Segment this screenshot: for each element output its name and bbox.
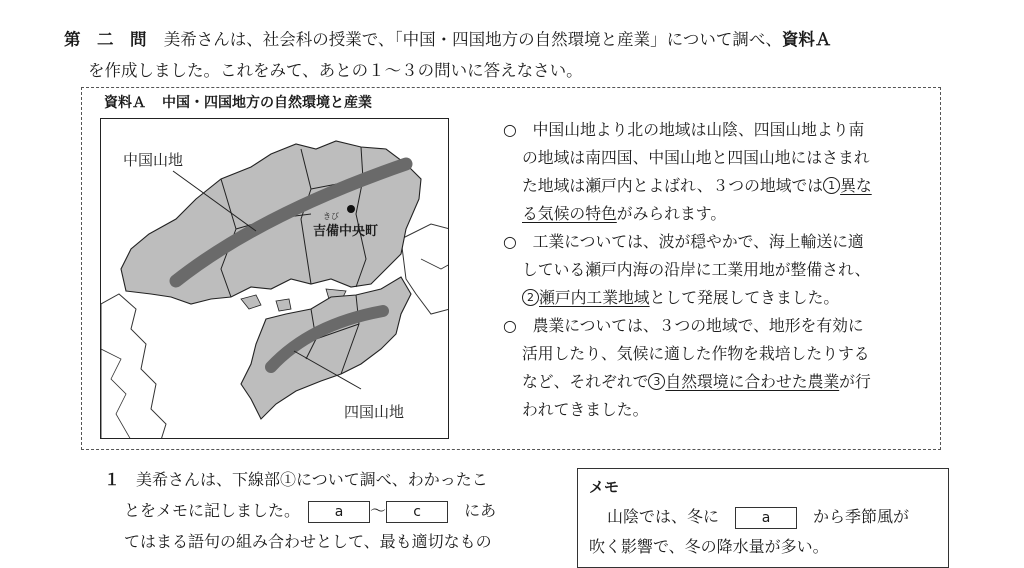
bullet-text: 活用したり、気候に適した作物を栽培したりする <box>522 344 870 363</box>
bullet-industry <box>503 228 870 312</box>
island <box>241 295 261 309</box>
underline-3 <box>648 372 839 391</box>
circle-number-2: 2 <box>522 289 539 306</box>
bullet-mark: ○ <box>503 316 517 335</box>
question-intro-line1 <box>64 24 831 55</box>
bullet-text: 工業については、波が穏やかで、海上輸送に適 <box>532 232 864 251</box>
bullet-text: がみられます。 <box>616 204 727 223</box>
map-label-town: 吉備中央町 <box>313 224 379 239</box>
island <box>276 299 291 311</box>
underlined-text: 瀬戸内工業地域 <box>539 288 650 307</box>
map-label-shikoku: 四国山地 <box>344 403 405 421</box>
circle-number-1: 1 <box>823 177 840 194</box>
town-furigana: きび <box>323 212 339 221</box>
bullet-text: た地域は瀬戸内とよばれ、３つの地域では <box>522 176 824 195</box>
underlined-text: 異な <box>840 176 872 195</box>
bullet-mark: ○ <box>503 120 517 139</box>
material-label: 資料Ａ <box>104 95 146 111</box>
memo-text: 吹く影響で、冬の降水量が多い。 <box>589 537 829 556</box>
blank-a: a <box>308 501 370 523</box>
kyushu-land <box>101 294 166 439</box>
underline-2 <box>522 288 650 307</box>
bullet-text: われてきました。 <box>522 400 649 419</box>
sub-question-text: 美希さんは、下線部①について調べ、わかったこ <box>136 470 488 489</box>
material-title <box>104 92 372 112</box>
bullet-climate <box>503 116 872 228</box>
material-ref: 資料Ａ <box>781 30 832 49</box>
circle-number-3: 3 <box>648 373 665 390</box>
bullet-text: の地域は南四国、中国山地と四国山地にはさまれ <box>522 148 870 167</box>
bullet-agriculture <box>503 312 871 424</box>
town-marker-dot <box>347 205 355 213</box>
sub-question-number: １ <box>104 470 121 489</box>
sub-question-1 <box>104 464 496 557</box>
memo-title: メモ <box>589 478 620 496</box>
question-intro-text: 美希さんは、社会科の授業で、「中国・四国地方の自然環境と産業」について調べ、 <box>163 30 782 49</box>
material-heading: 中国・四国地方の自然環境と産業 <box>162 95 372 111</box>
tilde: ～ <box>370 501 387 520</box>
question-number: 第 二 問 <box>64 30 147 49</box>
underlined-text: る気候の特色 <box>522 204 617 223</box>
bullet-mark: ○ <box>503 232 517 251</box>
sub-question-text: とをメモに記しました。 <box>124 501 293 520</box>
bullet-text: として発展してきました。 <box>649 288 840 307</box>
memo-blank-a: a <box>735 507 797 529</box>
memo-text: 山陰では、冬に <box>607 507 720 526</box>
bullet-text: している瀬戸内海の沿岸に工業用地が整備され、 <box>522 260 871 279</box>
shikoku-region <box>241 277 411 419</box>
bullet-text: 農業については、３つの地域で、地形を有効に <box>532 316 864 335</box>
bullet-text: など、それぞれで <box>522 372 649 391</box>
memo-text: から季節風が <box>813 507 910 526</box>
bullet-text: 中国山地より北の地域は山陰、四国山地より南 <box>532 120 865 139</box>
question-intro-line2: を作成しました。これをみて、あとの１～３の問いに答えなさい。 <box>88 61 583 80</box>
map-label-chugoku: 中国山地 <box>123 151 184 169</box>
bullet-text: が行 <box>839 372 871 391</box>
sub-question-text: にあ <box>464 501 497 520</box>
underlined-text: 自然環境に合わせた農業 <box>665 372 840 391</box>
blank-c: c <box>386 501 448 523</box>
chugoku-shikoku-map <box>100 118 449 439</box>
underline-1 <box>823 176 872 195</box>
sub-question-text: てはまる語句の組み合わせとして、最も適切なもの <box>124 532 492 551</box>
